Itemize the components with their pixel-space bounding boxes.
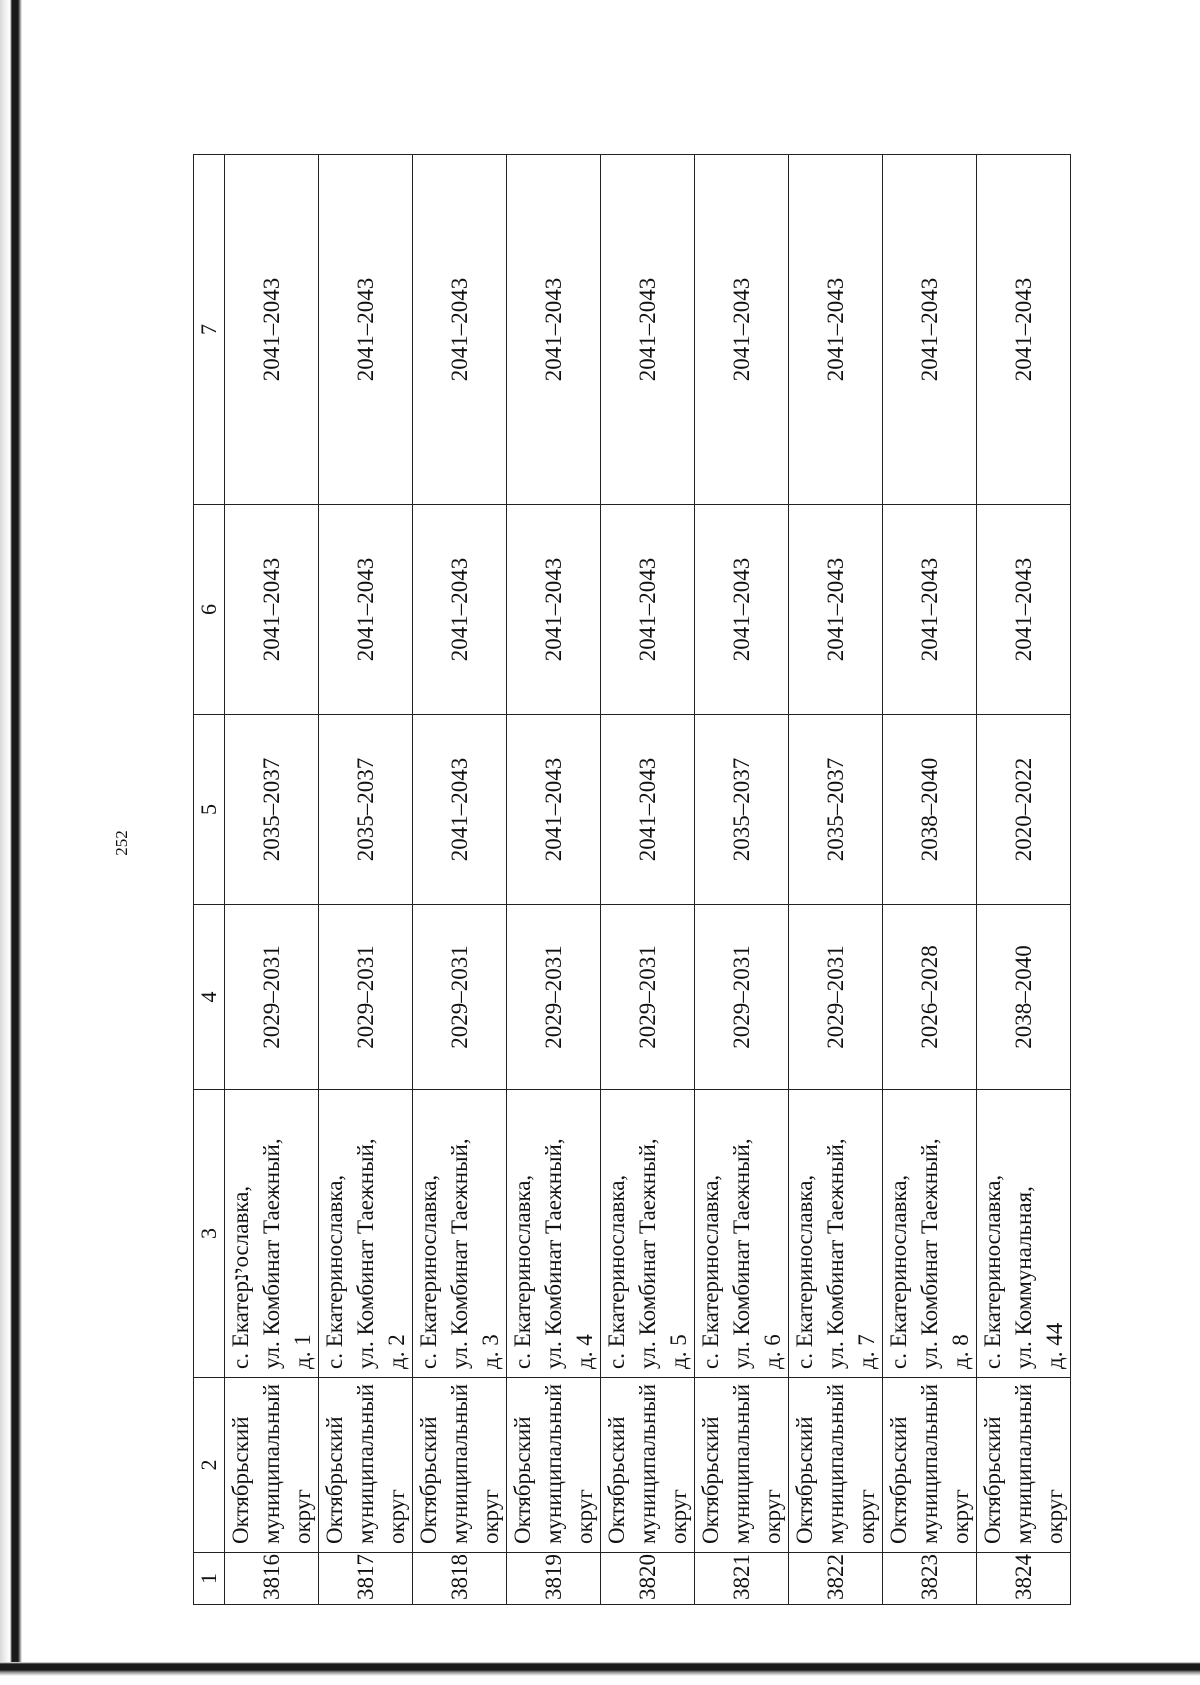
period-cell-c7: 2041–2043	[507, 155, 601, 505]
district-line: муниципальный	[1011, 1383, 1036, 1544]
address-line: ул. Комбинат Таежный,	[259, 1138, 284, 1369]
row-number-cell: 3824	[977, 1553, 1071, 1605]
district-cell	[319, 1378, 413, 1553]
row-number-cell: 3818	[413, 1553, 507, 1605]
district-line: округ	[948, 1489, 973, 1544]
header-cell: 2	[194, 1378, 225, 1553]
period-cell-c4: 2029–2031	[319, 905, 413, 1090]
district-cell	[977, 1378, 1071, 1553]
district-line: муниципальный	[353, 1383, 378, 1544]
address-line: ул. Комбинат Таежный,	[823, 1138, 848, 1369]
scan-left-edge	[0, 0, 22, 1685]
table-row	[883, 155, 977, 1605]
header-cell: 5	[194, 715, 225, 905]
header-cell: 4	[194, 905, 225, 1090]
period-cell-c5: 2041–2043	[601, 715, 695, 905]
address-line: ул. Комбинат Таежный,	[541, 1138, 566, 1369]
row-number-cell: 3820	[601, 1553, 695, 1605]
district-line: округ	[760, 1489, 785, 1544]
address-line: ул. Коммунальная,	[1011, 1186, 1036, 1369]
district-line: округ	[384, 1489, 409, 1544]
period-cell-c4: 2029–2031	[225, 905, 319, 1090]
address-line: ул. Комбинат Таежный,	[353, 1138, 378, 1369]
period-cell-c7: 2041–2043	[883, 155, 977, 505]
address-line: с. Екатеринославка,	[416, 1174, 441, 1369]
period-cell-c4: 2029–2031	[695, 905, 789, 1090]
period-cell-c6: 2041–2043	[319, 505, 413, 715]
district-line: Октябрьский	[322, 1416, 347, 1544]
period-cell-c5: 2035–2037	[225, 715, 319, 905]
address-cell	[977, 1090, 1071, 1378]
period-cell-c7: 2041–2043	[789, 155, 883, 505]
row-number-cell: 3823	[883, 1553, 977, 1605]
table-row	[413, 155, 507, 1605]
period-cell-c6: 2041–2043	[695, 505, 789, 715]
table-row	[789, 155, 883, 1605]
district-cell	[225, 1378, 319, 1553]
address-line: с. Екатеринославка,	[322, 1174, 347, 1369]
period-cell-c4: 2026–2028	[883, 905, 977, 1090]
row-number-cell: 3816	[225, 1553, 319, 1605]
address-cell	[883, 1090, 977, 1378]
period-cell-c6: 2041–2043	[601, 505, 695, 715]
address-line: ул. Комбинат Таежный,	[729, 1138, 754, 1369]
address-line: д. 8	[948, 1334, 973, 1369]
address-line: д. 2	[384, 1334, 409, 1369]
district-line: Октябрьский	[886, 1416, 911, 1544]
address-cell	[789, 1090, 883, 1378]
period-cell-c7: 2041–2043	[225, 155, 319, 505]
district-line: муниципальный	[259, 1383, 284, 1544]
period-cell-c6: 2041–2043	[883, 505, 977, 715]
district-line: муниципальный	[635, 1383, 660, 1544]
period-cell-c7: 2041–2043	[977, 155, 1071, 505]
address-line: с. Екатеринославка,	[510, 1174, 535, 1369]
district-cell	[883, 1378, 977, 1553]
period-cell-c5: 2041–2043	[507, 715, 601, 905]
table-row	[319, 155, 413, 1605]
address-line: д. 1	[290, 1334, 315, 1369]
rotated-table-container	[193, 155, 1067, 1605]
district-line: муниципальный	[541, 1383, 566, 1544]
district-line: округ	[854, 1489, 879, 1544]
row-number-cell: 3817	[319, 1553, 413, 1605]
address-line: д. 4	[572, 1334, 597, 1369]
period-cell-c6: 2041–2043	[225, 505, 319, 715]
address-line: с. Екатеринославка,	[886, 1174, 911, 1369]
period-cell-c5: 2020–2022	[977, 715, 1071, 905]
period-cell-c5: 2038–2040	[883, 715, 977, 905]
table-row	[225, 155, 319, 1605]
district-line: Октябрьский	[792, 1416, 817, 1544]
district-cell	[507, 1378, 601, 1553]
period-cell-c6: 2041–2043	[789, 505, 883, 715]
header-cell: 1	[194, 1553, 225, 1605]
period-cell-c6: 2041–2043	[977, 505, 1071, 715]
header-cell: 6	[194, 505, 225, 715]
district-line: Октябрьский	[698, 1416, 723, 1544]
district-line: округ	[478, 1489, 503, 1544]
district-line: округ	[1042, 1489, 1067, 1544]
period-cell-c4: 2029–2031	[601, 905, 695, 1090]
address-cell	[601, 1090, 695, 1378]
period-cell-c4: 2029–2031	[507, 905, 601, 1090]
period-cell-c7: 2041–2043	[319, 155, 413, 505]
district-line: Октябрьский	[416, 1416, 441, 1544]
district-line: Октябрьский	[228, 1416, 253, 1544]
address-line: д. 7	[854, 1334, 879, 1369]
header-cell: 3	[194, 1090, 225, 1378]
district-line: муниципальный	[917, 1383, 942, 1544]
district-cell	[695, 1378, 789, 1553]
district-line: Октябрьский	[604, 1416, 629, 1544]
address-cell	[413, 1090, 507, 1378]
address-line: ул. Комбинат Таежный,	[635, 1138, 660, 1369]
address-line: с. Екатерינославка,	[228, 1185, 253, 1369]
period-cell-c7: 2041–2043	[413, 155, 507, 505]
district-cell	[413, 1378, 507, 1553]
district-cell	[601, 1378, 695, 1553]
period-cell-c5: 2035–2037	[695, 715, 789, 905]
page-number: 252	[112, 830, 131, 856]
address-cell	[225, 1090, 319, 1378]
district-line: муниципальный	[447, 1383, 472, 1544]
period-cell-c6: 2041–2043	[413, 505, 507, 715]
district-line: Октябрьский	[980, 1416, 1005, 1544]
address-line: д. 3	[478, 1334, 503, 1369]
address-cell	[507, 1090, 601, 1378]
period-cell-c4: 2038–2040	[977, 905, 1071, 1090]
period-cell-c7: 2041–2043	[601, 155, 695, 505]
header-row	[194, 155, 225, 1605]
row-number-cell: 3821	[695, 1553, 789, 1605]
period-cell-c5: 2041–2043	[413, 715, 507, 905]
period-cell-c6: 2041–2043	[507, 505, 601, 715]
row-number-cell: 3819	[507, 1553, 601, 1605]
period-cell-c7: 2041–2043	[695, 155, 789, 505]
scan-bottom-edge	[0, 1662, 1200, 1685]
address-line: д. 44	[1042, 1322, 1067, 1369]
district-line: муниципальный	[823, 1383, 848, 1544]
header-cell: 7	[194, 155, 225, 505]
period-cell-c4: 2029–2031	[789, 905, 883, 1090]
address-line: д. 5	[666, 1334, 691, 1369]
period-cell-c5: 2035–2037	[319, 715, 413, 905]
address-line: с. Екатеринославка,	[698, 1174, 723, 1369]
address-cell	[319, 1090, 413, 1378]
period-cell-c4: 2029–2031	[413, 905, 507, 1090]
address-line: с. Екатеринославка,	[980, 1174, 1005, 1369]
address-line: ул. Комбинат Таежный,	[447, 1138, 472, 1369]
table-row	[695, 155, 789, 1605]
row-number-cell: 3822	[789, 1553, 883, 1605]
table-row	[507, 155, 601, 1605]
district-line: округ	[572, 1489, 597, 1544]
district-line: округ	[666, 1489, 691, 1544]
address-line: с. Екатеринославка,	[792, 1174, 817, 1369]
table-row	[601, 155, 695, 1605]
district-line: Октябрьский	[510, 1416, 535, 1544]
district-line: округ	[290, 1489, 315, 1544]
table-row	[977, 155, 1071, 1605]
period-cell-c5: 2035–2037	[789, 715, 883, 905]
data-table	[193, 154, 1071, 1605]
district-line: муниципальный	[729, 1383, 754, 1544]
address-line: ул. Комбинат Таежный,	[917, 1138, 942, 1369]
address-line: д. 6	[760, 1334, 785, 1369]
district-cell	[789, 1378, 883, 1553]
address-line: с. Екатеринославка,	[604, 1174, 629, 1369]
address-cell	[695, 1090, 789, 1378]
